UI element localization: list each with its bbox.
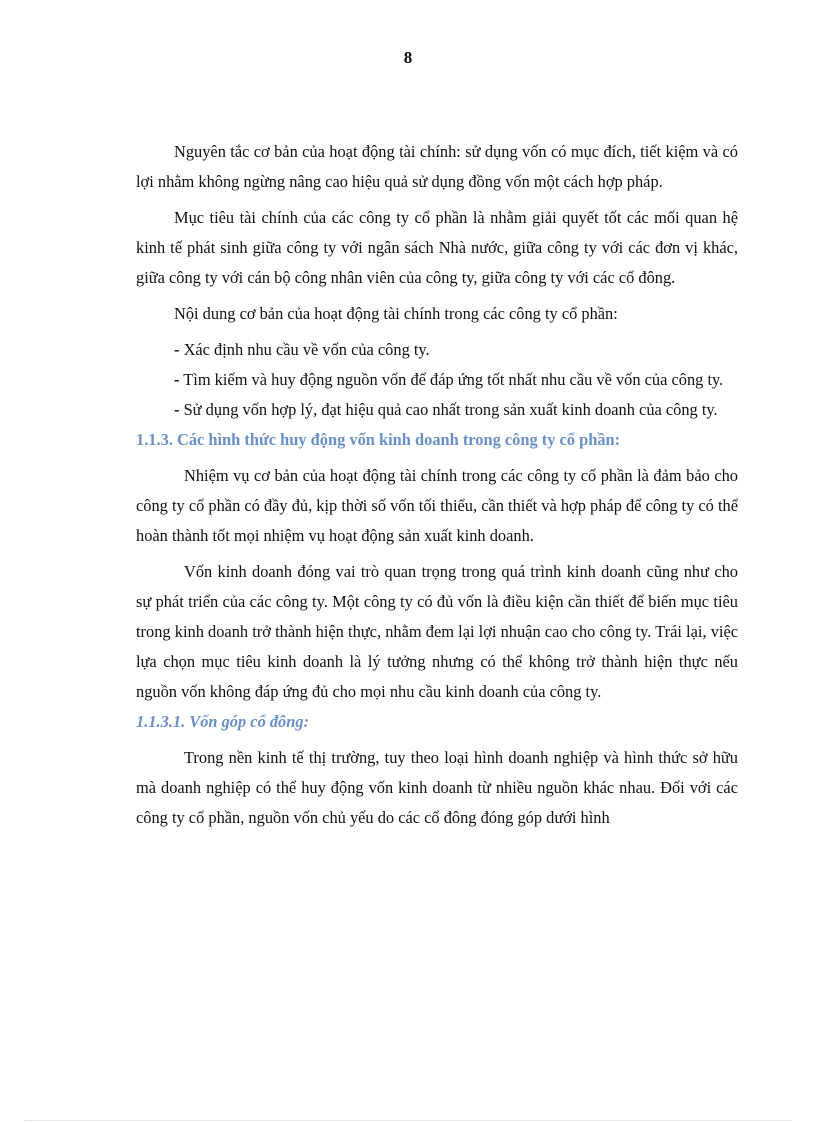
- subsection-heading: 1.1.3.1. Vốn góp cổ đông:: [136, 712, 310, 731]
- paragraph: Trong nền kinh tế thị trường, tuy theo loại hình doanh nghiệp và hình thức sở hữu mà doanh nghiệp có thể huy động vốn kinh doanh từ nhiều nguồn khác nhau. Đối với các công ty cổ phần, nguồn vốn chủ yếu do các cổ đông đóng góp dưới hình: [136, 748, 738, 827]
- paragraph: Nguyên tắc cơ bản của hoạt động tài chính: sử dụng vốn có mục đích, tiết kiệm và có lợi nhằm không ngừng nâng cao hiệu quả sử dụng đồng vốn một cách hợp pháp.: [136, 142, 738, 191]
- list-item: [136, 335, 738, 365]
- list-item: [136, 395, 738, 425]
- page-bottom-rule: [24, 1120, 792, 1121]
- paragraph: Vốn kinh doanh đóng vai trò quan trọng trong quá trình kinh doanh cũng như cho sự phát triển của các công ty. Một công ty có đủ vốn là điều kiện cần thiết để biến mục tiêu trong kinh doanh trở thành hiện thực, nhằm đem lại lợi nhuận cao cho công ty. Trái lại, việc lựa chọn mục tiêu kinh doanh là lý tưởng nhưng có thể không trở thành hiện thực nếu nguồn vốn không đáp ứng đủ cho mọi nhu cầu kinh doanh của công ty.: [136, 562, 738, 701]
- document-body: [136, 137, 738, 833]
- list-item-text: Xác định nhu cầu về vốn của công ty.: [179, 340, 430, 359]
- paragraph: Nhiệm vụ cơ bản của hoạt động tài chính trong các công ty cổ phần là đảm bảo cho công ty cổ phần có đầy đủ, kịp thời số vốn tối thiểu, cần thiết và hợp pháp để công ty có thể hoàn thành tốt mọi nhiệm vụ hoạt động sản xuất kinh doanh.: [136, 466, 738, 545]
- list-item-text: Sử dụng vốn hợp lý, đạt hiệu quả cao nhất trong sản xuất kinh doanh của công ty.: [179, 400, 718, 419]
- list-item-text: Tìm kiếm và huy động nguồn vốn để đáp ứng tốt nhất nhu cầu về vốn của công ty.: [179, 370, 724, 389]
- bullet-dash: -: [174, 340, 180, 359]
- paragraph: Mục tiêu tài chính của các công ty cổ phần là nhằm giải quyết tốt các mối quan hệ kinh tế phát sinh giữa công ty với ngân sách Nhà nước, giữa công ty với các đơn vị khác, giữa công ty với cán bộ công nhân viên của công ty, giữa công ty với các cổ đông.: [136, 208, 738, 287]
- page-number: 8: [403, 48, 413, 67]
- paragraph: Nội dung cơ bản của hoạt động tài chính trong các công ty cổ phần:: [174, 304, 618, 323]
- list-item: [136, 365, 738, 395]
- bullet-dash: -: [174, 400, 180, 419]
- bullet-dash: -: [174, 370, 180, 389]
- section-heading: 1.1.3. Các hình thức huy động vốn kinh doanh trong công ty cổ phần:: [136, 430, 621, 449]
